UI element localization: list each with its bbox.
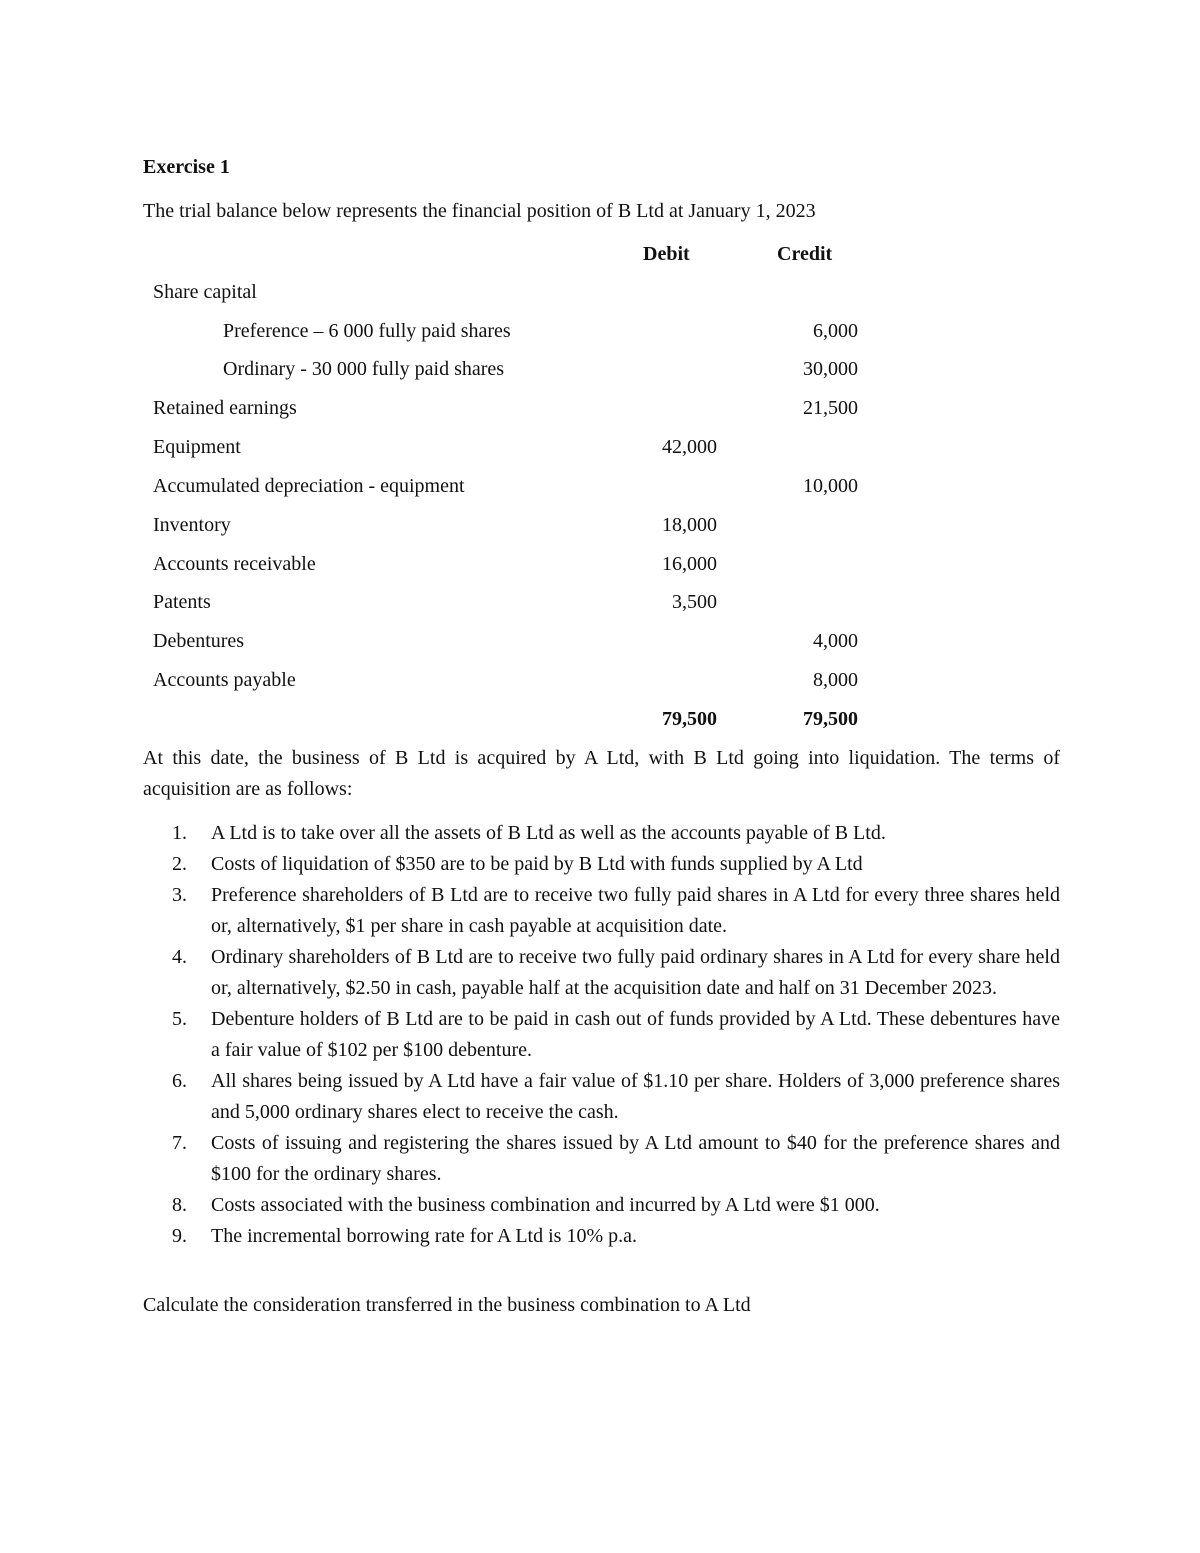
debit-header: Debit <box>643 243 690 265</box>
table-row <box>0 281 1200 307</box>
list-item <box>143 1066 1060 1128</box>
row-credit: 21,500 <box>803 397 858 419</box>
row-label: Accumulated depreciation - equipment <box>153 475 465 497</box>
item-number: 1. <box>172 822 187 844</box>
item-number: 3. <box>172 884 187 906</box>
item-text: Debenture holders of B Ltd are to be paid in cash out of funds provided by A Ltd. These debentures have a fair value of $102 per $100 debenture. <box>211 1008 1060 1061</box>
item-text: Costs associated with the business combination and incurred by A Ltd were $1 000. <box>211 1194 880 1216</box>
table-row <box>0 358 1200 384</box>
table-row <box>0 630 1200 656</box>
total-debit: 79,500 <box>662 708 717 730</box>
item-text: The incremental borrowing rate for A Ltd is 10% p.a. <box>211 1225 637 1247</box>
row-label: Retained earnings <box>153 397 297 419</box>
row-debit: 18,000 <box>662 514 717 536</box>
item-number: 5. <box>172 1008 187 1030</box>
table-row <box>0 669 1200 695</box>
acquisition-paragraph: At this date, the business of B Ltd is acquired by A Ltd, with B Ltd going into liquidation. The terms of acquisition are as follows: <box>143 747 1060 800</box>
item-number: 2. <box>172 853 187 875</box>
row-label: Accounts payable <box>153 669 296 691</box>
row-label: Patents <box>153 591 211 613</box>
item-text: Costs of issuing and registering the shares issued by A Ltd amount to $40 for the preference shares and $100 for the ordinary shares. <box>211 1132 1060 1185</box>
list-item <box>143 1128 1060 1190</box>
row-credit: 4,000 <box>813 630 858 652</box>
row-label: Preference – 6 000 fully paid shares <box>223 320 511 342</box>
table-row <box>0 591 1200 617</box>
list-item <box>143 1004 1060 1066</box>
item-number: 6. <box>172 1070 187 1092</box>
item-number: 9. <box>172 1225 187 1247</box>
item-text: Preference shareholders of B Ltd are to receive two fully paid shares in A Ltd for every three shares held or, alternatively, $1 per share in cash payable at acquisition date. <box>211 884 1060 937</box>
row-label: Ordinary - 30 000 fully paid shares <box>223 358 505 380</box>
row-label: Equipment <box>153 436 241 458</box>
question-text: Calculate the consideration transferred in the business combination to A Ltd <box>143 1294 751 1316</box>
row-debit: 42,000 <box>662 436 717 458</box>
total-credit: 79,500 <box>803 708 858 730</box>
exercise-title: Exercise 1 <box>143 156 230 178</box>
row-label: Debentures <box>153 630 245 652</box>
list-item <box>143 1221 1060 1252</box>
table-header-row <box>0 243 1200 269</box>
row-credit: 6,000 <box>813 320 858 342</box>
table-row <box>0 553 1200 579</box>
intro-text: The trial balance below represents the financial position of B Ltd at January 1, 2023 <box>143 200 816 222</box>
item-text: Ordinary shareholders of B Ltd are to receive two fully paid ordinary shares in A Ltd for every share held or, alternatively, $2.50 in cash, payable half at the acquisition date and half on 31 December 2023. <box>211 946 1060 999</box>
table-row <box>0 397 1200 423</box>
row-label: Accounts receivable <box>153 553 316 575</box>
row-label: Share capital <box>153 281 257 303</box>
row-label: Inventory <box>153 514 231 536</box>
list-item <box>143 818 1060 849</box>
item-text: Costs of liquidation of $350 are to be paid by B Ltd with funds supplied by A Ltd <box>211 853 863 875</box>
list-item <box>143 849 1060 880</box>
table-row <box>0 514 1200 540</box>
totals-row <box>0 708 1200 734</box>
item-number: 7. <box>172 1132 187 1154</box>
item-number: 4. <box>172 946 187 968</box>
item-number: 8. <box>172 1194 187 1216</box>
terms-list <box>143 818 1060 1252</box>
row-debit: 16,000 <box>662 553 717 575</box>
table-row <box>0 320 1200 346</box>
item-text: A Ltd is to take over all the assets of B Ltd as well as the accounts payable of B Ltd. <box>211 822 886 844</box>
table-row <box>0 475 1200 501</box>
row-credit: 8,000 <box>813 669 858 691</box>
list-item <box>143 942 1060 1004</box>
row-debit: 3,500 <box>672 591 717 613</box>
credit-header: Credit <box>777 243 833 265</box>
item-text: All shares being issued by A Ltd have a fair value of $1.10 per share. Holders of 3,000 preference shares and 5,000 ordinary shares elect to receive the cash. <box>211 1070 1060 1123</box>
table-row <box>0 436 1200 462</box>
row-credit: 30,000 <box>803 358 858 380</box>
row-credit: 10,000 <box>803 475 858 497</box>
list-item <box>143 880 1060 942</box>
list-item <box>143 1190 1060 1221</box>
